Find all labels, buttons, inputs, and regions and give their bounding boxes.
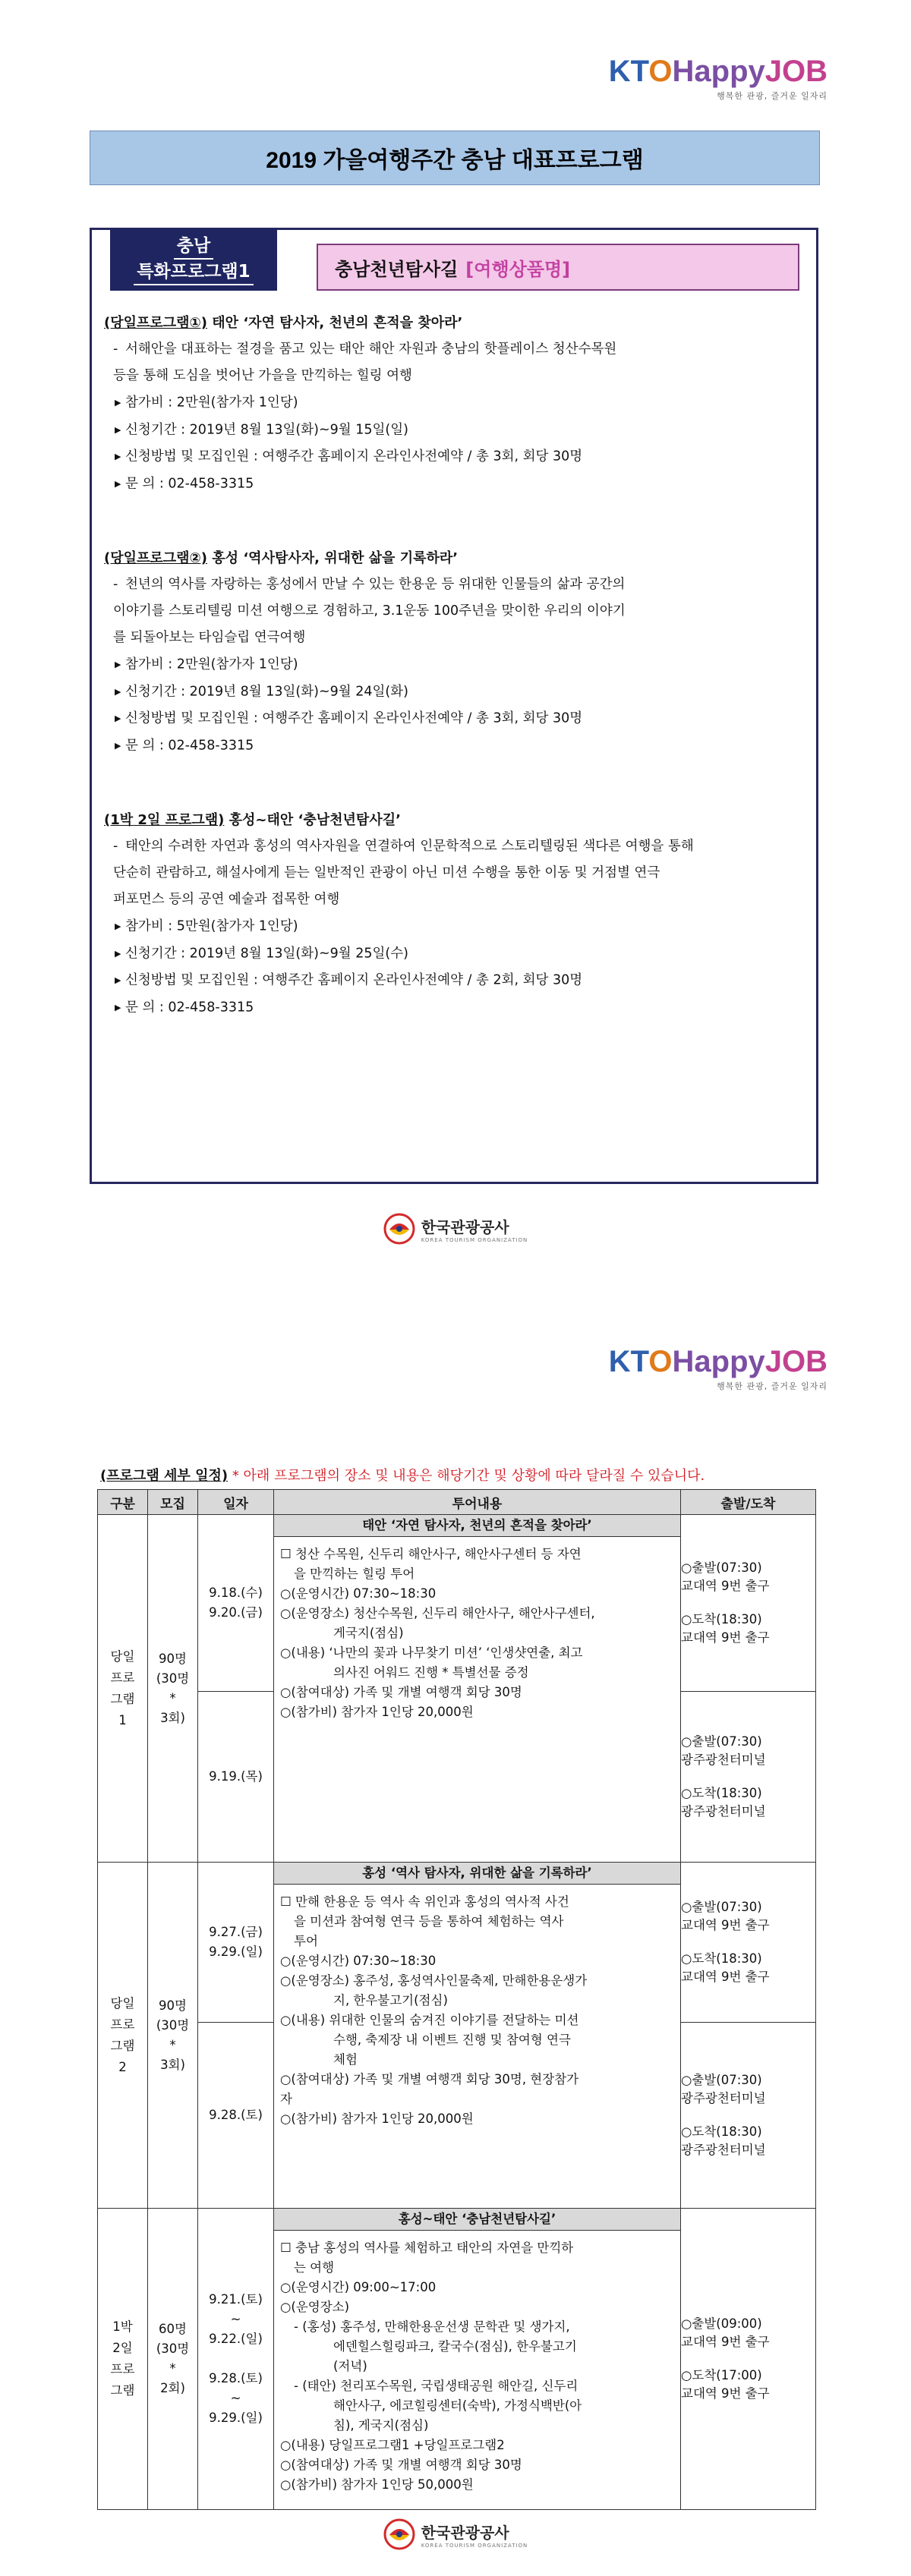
tour-body-line: 자 bbox=[280, 2092, 292, 2106]
triangle-bullet-icon: ▶ bbox=[115, 713, 121, 723]
date-text bbox=[198, 2349, 273, 2369]
tour-body-line: ○(내용) 위대한 인물의 숨겨진 이야기를 전달하는 미션 bbox=[280, 2013, 579, 2027]
description-text: 단순히 관람하고, 해설사에게 듣는 일반적인 관광이 아닌 미션 수행을 통한 이동 및 거점별 연극 bbox=[113, 865, 660, 880]
header-depart-arrive: 출발/도착 bbox=[681, 1490, 816, 1515]
category-text: 그램 bbox=[110, 2038, 135, 2053]
section-period bbox=[104, 940, 807, 968]
section-contact-text: 문 의 : 02-458-3315 bbox=[125, 1000, 254, 1015]
depart-arrive-text: ○도착(17:00) bbox=[681, 2368, 762, 2382]
cell-category bbox=[98, 1863, 148, 2209]
date-text: ~ bbox=[230, 2312, 241, 2326]
schedule-notice-text: * 아래 프로그램의 장소 및 내용은 해당기간 및 상황에 따라 달라질 수 있습니다. bbox=[228, 1468, 705, 1484]
section-description-line bbox=[104, 572, 807, 598]
tour-body-line: 을 만끽하는 힐링 투어 bbox=[294, 1567, 415, 1581]
cell-tour-content bbox=[274, 1863, 681, 2209]
recruit-text: 60명 bbox=[159, 2322, 187, 2336]
recruit-text: * bbox=[169, 1690, 176, 1705]
section-method bbox=[104, 967, 807, 994]
tour-body-line: 을 미션과 참여형 연극 등을 통하여 체험하는 역사 bbox=[294, 1914, 564, 1929]
cell-category bbox=[98, 2209, 148, 2510]
recruit-text: * bbox=[169, 2037, 176, 2052]
triangle-bullet-icon: ▶ bbox=[115, 478, 121, 489]
category-text: 그램 bbox=[110, 2383, 135, 2398]
cell-depart-arrive bbox=[681, 2209, 816, 2510]
depart-arrive-text bbox=[681, 2351, 815, 2367]
depart-arrive-text: ○출발(07:30) bbox=[681, 1900, 762, 1914]
description-text: 태안의 수려한 자연과 홍성의 역사자원을 연결하여 인문학적으로 스토리텔링된 색다른 여행을 통해 bbox=[125, 839, 694, 854]
section-contact bbox=[104, 732, 807, 760]
depart-arrive-text: 광주광천터미널 bbox=[681, 2091, 766, 2105]
date-text: 9.29.(일) bbox=[209, 1945, 263, 1959]
logo-tagline: 행복한 관광, 즐거운 일자리 bbox=[717, 91, 827, 101]
tour-body-line: ○(참여대상) 가족 및 개별 여행객 회당 30명 bbox=[280, 1685, 522, 1699]
tour-body-line: ○(참가비) 참가자 1인당 50,000원 bbox=[280, 2477, 474, 2492]
logo-t: T bbox=[630, 55, 649, 88]
kto-footer-logo-2 bbox=[0, 2518, 911, 2550]
cell-recruit bbox=[148, 1515, 198, 1863]
section-method bbox=[104, 443, 807, 471]
cell-tour-content bbox=[274, 2209, 681, 2510]
tour-body-line: 투어 bbox=[294, 1934, 318, 1948]
tour-body-line: ○(운영시간) 07:30~18:30 bbox=[280, 1586, 437, 1601]
dash-marker: - bbox=[113, 342, 118, 357]
cell-depart-arrive bbox=[681, 1863, 816, 2023]
depart-arrive-text: 교대역 9번 출구 bbox=[681, 2386, 770, 2401]
cell-date bbox=[198, 2209, 274, 2510]
section-fee-text: 참가비 : 2만원(참가자 1인당) bbox=[125, 657, 298, 672]
section-heading-title: 홍성~태안 ‘충남천년탐사길’ bbox=[224, 812, 401, 828]
table-header-row bbox=[98, 1490, 816, 1515]
section-heading bbox=[104, 545, 807, 572]
tour-body-line: 게국지(점심) bbox=[333, 1626, 404, 1640]
depart-arrive-text: 교대역 9번 출구 bbox=[681, 2335, 770, 2349]
tour-body-line: (저녁) bbox=[333, 2359, 367, 2373]
dash-marker: - bbox=[113, 839, 118, 854]
triangle-bullet-icon: ▶ bbox=[115, 398, 121, 408]
schedule-notice-label: (프로그램 세부 일정) bbox=[100, 1468, 229, 1484]
section-fee bbox=[104, 389, 807, 417]
depart-arrive-text: 교대역 9번 출구 bbox=[681, 1579, 770, 1593]
program-section bbox=[104, 310, 807, 497]
cell-date bbox=[198, 1515, 274, 1692]
section-contact-text: 문 의 : 02-458-3315 bbox=[125, 738, 254, 753]
section-fee bbox=[104, 651, 807, 679]
section-description-line bbox=[104, 625, 807, 651]
logo-tagline: 행복한 관광, 즐거운 일자리 bbox=[717, 1381, 827, 1391]
tour-body-line: ○(참가비) 참가자 1인당 20,000원 bbox=[280, 2112, 474, 2126]
section-heading bbox=[104, 310, 807, 336]
logo-happy: Happy bbox=[672, 55, 765, 88]
category-tag bbox=[110, 228, 277, 291]
date-text: ~ bbox=[230, 2391, 241, 2405]
program-frame bbox=[90, 228, 818, 1184]
section-period-text: 신청기간 : 2019년 8월 13일(화)~9월 25일(수) bbox=[125, 946, 408, 961]
section-fee-text: 참가비 : 2만원(참가자 1인당) bbox=[125, 395, 298, 411]
depart-arrive-text: ○출발(07:30) bbox=[681, 2073, 762, 2087]
footer-org-name: 한국관광공사 bbox=[421, 2523, 509, 2542]
category-text: 프로 bbox=[110, 2017, 135, 2032]
table-row bbox=[98, 1863, 816, 2023]
recruit-text: * bbox=[169, 2361, 176, 2376]
header-tour-content: 투어내용 bbox=[274, 1490, 681, 1515]
tour-body-line: 지, 한우불고기(점심) bbox=[333, 1993, 448, 2008]
tour-body-line: ○(운영시간) 09:00~17:00 bbox=[280, 2280, 437, 2294]
logo-k: K bbox=[608, 1345, 631, 1378]
logo-t: T bbox=[630, 1345, 649, 1378]
section-heading-prefix: (당일프로그램②) bbox=[104, 550, 208, 566]
section-heading-prefix: (당일프로그램①) bbox=[104, 315, 208, 331]
date-text: 9.21.(토) bbox=[209, 2292, 263, 2307]
depart-arrive-text: 광주광천터미널 bbox=[681, 1752, 766, 1767]
description-text: 천년의 역사를 자랑하는 홍성에서 만날 수 있는 한용운 등 위대한 인물들의 삶과 공간의 bbox=[125, 577, 626, 592]
tour-body bbox=[274, 2231, 680, 2502]
table-row bbox=[98, 2209, 816, 2510]
triangle-bullet-icon: ▶ bbox=[115, 975, 121, 985]
cell-depart-arrive bbox=[681, 1692, 816, 1863]
category-text: 1 bbox=[118, 1712, 127, 1727]
description-text: 이야기를 스토리텔링 미션 여행으로 경험하고, 3.1운동 100주년을 맞이한 우리의 이야기 bbox=[113, 603, 626, 619]
tour-body-line: ○(운영장소) 청산수목원, 신두리 해안사구, 해안사구센터, bbox=[280, 1606, 595, 1620]
recruit-text: 90명 bbox=[159, 1651, 187, 1666]
category-text: 당일 bbox=[110, 1995, 135, 2011]
depart-arrive-text: 교대역 9번 출구 bbox=[681, 1918, 770, 1932]
table-row bbox=[98, 1515, 816, 1692]
description-text: 퍼포먼스 등의 공연 예술과 접목한 여행 bbox=[113, 892, 340, 907]
kto-happy-job-logo bbox=[609, 55, 827, 102]
tour-body-line: ☐ 청산 수목원, 신두리 해안사구, 해안사구센터 등 자연 bbox=[280, 1547, 582, 1561]
section-heading bbox=[104, 807, 807, 833]
depart-arrive-text: ○도착(18:30) bbox=[681, 1951, 762, 1966]
cell-depart-arrive bbox=[681, 2023, 816, 2209]
kto-footer-logo bbox=[0, 1213, 911, 1245]
section-description-line bbox=[104, 886, 807, 913]
category-text: 1박 bbox=[112, 2319, 133, 2334]
header-date: 일자 bbox=[198, 1490, 274, 1515]
cell-date bbox=[198, 1692, 274, 1863]
tour-body-line: 는 여행 bbox=[294, 2260, 335, 2275]
tour-body-line: ○(참가비) 참가자 1인당 20,000원 bbox=[280, 1705, 474, 1719]
recruit-text: 3회) bbox=[160, 1710, 185, 1725]
logo-o: O bbox=[648, 1345, 673, 1378]
tour-body-line: ○(운영장소) bbox=[280, 2300, 350, 2314]
date-text: 9.27.(금) bbox=[209, 1925, 263, 1939]
schedule-table bbox=[97, 1489, 816, 2510]
footer-org-english: KOREA TOURISM ORGANIZATION bbox=[421, 2542, 528, 2549]
triangle-bullet-icon: ▶ bbox=[115, 948, 121, 959]
tour-body-line: 침), 게국지(점심) bbox=[333, 2418, 429, 2433]
category-text: 2일 bbox=[112, 2341, 133, 2355]
tour-title: 홍성 ‘역사 탐사자, 위대한 삶을 기록하라’ bbox=[274, 1863, 680, 1885]
date-text: 9.22.(일) bbox=[209, 2332, 263, 2346]
tour-body bbox=[274, 1885, 680, 2137]
section-description-line bbox=[104, 598, 807, 625]
section-method-text: 신청방법 및 모집인원 : 여행주간 홈페이지 온라인사전예약 / 총 3회, 회당 30명 bbox=[125, 710, 583, 726]
category-text: 당일 bbox=[110, 1649, 135, 1664]
cell-category bbox=[98, 1515, 148, 1863]
section-contact bbox=[104, 994, 807, 1022]
section-period-text: 신청기간 : 2019년 8월 13일(화)~9월 15일(일) bbox=[125, 422, 408, 437]
cell-recruit bbox=[148, 2209, 198, 2510]
logo-job: JOB bbox=[764, 55, 827, 88]
category-text: 2 bbox=[118, 2059, 127, 2074]
tour-body-line: ○(내용) ‘나만의 꽃과 나무찾기 미션’ ‘인생샷연출, 최고 bbox=[280, 1645, 583, 1660]
depart-arrive-text: 광주광천터미널 bbox=[681, 2143, 766, 2157]
category-tag-line2: 특화프로그램1 bbox=[134, 260, 253, 285]
category-text: 프로 bbox=[110, 2362, 135, 2376]
cell-date bbox=[198, 2023, 274, 2209]
header-recruit: 모집 bbox=[148, 1490, 198, 1515]
description-text: 를 되돌아보는 타임슬립 연극여행 bbox=[113, 630, 306, 645]
tour-body-line: 해안사구, 에코힐링센터(숙박), 가정식백반(아 bbox=[333, 2398, 582, 2413]
cell-recruit bbox=[148, 1863, 198, 2209]
recruit-text: 3회) bbox=[160, 2057, 185, 2072]
kto-emblem-icon bbox=[383, 2518, 415, 2550]
section-contact bbox=[104, 471, 807, 498]
page-title: 2019 가을여행주간 충남 대표프로그램 bbox=[90, 131, 820, 185]
depart-arrive-text bbox=[681, 1769, 815, 1784]
triangle-bullet-icon: ▶ bbox=[115, 921, 121, 931]
section-method-text: 신청방법 및 모집인원 : 여행주간 홈페이지 온라인사전예약 / 총 3회, 회당 30명 bbox=[125, 449, 583, 464]
logo-job: JOB bbox=[764, 1345, 827, 1378]
section-description-line bbox=[104, 860, 807, 886]
depart-arrive-text: ○도착(18:30) bbox=[681, 2124, 762, 2139]
triangle-bullet-icon: ▶ bbox=[115, 740, 121, 751]
category-text: 그램 bbox=[110, 1691, 135, 1706]
tour-body-line: - (태안) 천리포수목원, 국립생태공원 해안길, 신두리 bbox=[294, 2379, 578, 2393]
tour-title: 홍성~태안 ‘충남천년탐사길’ bbox=[274, 2209, 680, 2231]
section-period bbox=[104, 679, 807, 706]
depart-arrive-text: ○도착(18:30) bbox=[681, 1612, 762, 1627]
cell-depart-arrive bbox=[681, 1515, 816, 1692]
dash-marker: - bbox=[113, 577, 118, 592]
section-fee-text: 참가비 : 5만원(참가자 1인당) bbox=[125, 918, 298, 934]
recruit-text: (30명 bbox=[156, 1671, 190, 1686]
cell-date bbox=[198, 1863, 274, 2023]
tour-body-line: - (홍성) 홍주성, 만해한용운선생 문학관 및 생가지, bbox=[294, 2319, 570, 2334]
section-method-text: 신청방법 및 모집인원 : 여행주간 홈페이지 온라인사전예약 / 총 2회, 회당 30명 bbox=[125, 972, 583, 988]
section-fee bbox=[104, 913, 807, 940]
tour-body-line: ○(참여대상) 가족 및 개별 여행객 회당 30명 bbox=[280, 2458, 522, 2472]
header-category: 구분 bbox=[98, 1490, 148, 1515]
recruit-text: 90명 bbox=[159, 1998, 187, 2013]
date-text: 9.28.(토) bbox=[209, 2108, 263, 2122]
program-section bbox=[104, 807, 807, 1021]
triangle-bullet-icon: ▶ bbox=[115, 452, 121, 461]
footer-org-name: 한국관광공사 bbox=[421, 1217, 509, 1236]
recruit-text: 2회) bbox=[160, 2381, 185, 2395]
category-text: 프로 bbox=[110, 1670, 135, 1685]
section-contact-text: 문 의 : 02-458-3315 bbox=[125, 476, 254, 491]
section-description-line bbox=[104, 833, 807, 860]
tour-body bbox=[274, 1537, 680, 1730]
tour-body-line: ☐ 충남 홍성의 역사를 체험하고 태안의 자연을 만끽하 bbox=[280, 2241, 574, 2255]
program-type: [여행상품명] bbox=[465, 258, 571, 280]
depart-arrive-text: 교대역 9번 출구 bbox=[681, 1970, 770, 1984]
section-period bbox=[104, 417, 807, 444]
tour-body-line: ○(운영장소) 홍주성, 홍성역사인물축제, 만해한용운생가 bbox=[280, 1973, 588, 1988]
section-period-text: 신청기간 : 2019년 8월 13일(화)~9월 24일(화) bbox=[125, 684, 408, 699]
triangle-bullet-icon: ▶ bbox=[115, 424, 121, 435]
logo-happy: Happy bbox=[672, 1345, 765, 1378]
description-text: 등을 통해 도심을 벗어난 가을을 만끽하는 힐링 여행 bbox=[113, 368, 412, 383]
date-text: 9.28.(토) bbox=[209, 2371, 263, 2385]
section-heading-title: 홍성 ‘역사탐사자, 위대한 삶을 기록하라’ bbox=[207, 550, 459, 566]
logo-o: O bbox=[648, 55, 673, 88]
program-name: 충남천년탐사길 bbox=[335, 258, 459, 280]
program-name-box bbox=[317, 244, 799, 291]
triangle-bullet-icon: ▶ bbox=[115, 686, 121, 697]
section-heading-prefix: (1박 2일 프로그램) bbox=[104, 812, 225, 828]
page-1 bbox=[0, 0, 911, 1283]
date-text: 9.29.(일) bbox=[209, 2411, 263, 2425]
tour-body-line: ○(참여대상) 가족 및 개별 여행객 회당 30명, 현장참가 bbox=[280, 2072, 579, 2086]
kto-happy-job-logo-2 bbox=[609, 1345, 827, 1392]
tour-body-line: 의사진 어워드 진행 * 특별선물 증정 bbox=[333, 1665, 529, 1680]
depart-arrive-text bbox=[681, 2108, 815, 2123]
recruit-text: (30명 bbox=[156, 2017, 190, 2033]
section-description-line bbox=[104, 336, 807, 363]
depart-arrive-text: ○도착(18:30) bbox=[681, 1786, 762, 1800]
tour-body-line: ☐ 만해 한용운 등 역사 속 위인과 홍성의 역사적 사건 bbox=[280, 1894, 569, 1909]
program-section bbox=[104, 545, 807, 759]
cell-tour-content bbox=[274, 1515, 681, 1863]
depart-arrive-text bbox=[681, 1595, 815, 1611]
date-text: 9.20.(금) bbox=[209, 1605, 263, 1620]
depart-arrive-text: ○출발(07:30) bbox=[681, 1734, 762, 1749]
kto-emblem-icon bbox=[383, 1213, 415, 1245]
logo-k: K bbox=[608, 55, 631, 88]
depart-arrive-text: 광주광천터미널 bbox=[681, 1804, 766, 1819]
depart-arrive-text: 교대역 9번 출구 bbox=[681, 1630, 770, 1645]
schedule-notice bbox=[100, 1465, 705, 1485]
tour-body-line: 체험 bbox=[333, 2052, 358, 2067]
tour-body-line: 수행, 축제장 내 이벤트 진행 및 참여형 연극 bbox=[333, 2033, 571, 2047]
depart-arrive-text: ○출발(07:30) bbox=[681, 1560, 762, 1575]
category-tag-line1: 충남 bbox=[174, 234, 213, 260]
tour-body-line: ○(내용) 당일프로그램1 +당일프로그램2 bbox=[280, 2438, 505, 2452]
description-text: 서해안을 대표하는 절경을 품고 있는 태안 해안 자원과 충남의 핫플레이스 청산수목원 bbox=[125, 342, 617, 357]
triangle-bullet-icon: ▶ bbox=[115, 660, 121, 669]
footer-org-english: KOREA TOURISM ORGANIZATION bbox=[421, 1236, 528, 1243]
tour-body-line: 에덴힐스힐링파크, 칼국수(점심), 한우불고기 bbox=[333, 2339, 577, 2354]
section-method bbox=[104, 705, 807, 732]
depart-arrive-text bbox=[681, 1935, 815, 1950]
recruit-text: (30명 bbox=[156, 2341, 190, 2356]
tour-body-line: ○(운영시간) 07:30~18:30 bbox=[280, 1954, 437, 1968]
date-text: 9.19.(목) bbox=[209, 1769, 263, 1784]
section-heading-title: 태안 ‘자연 탐사자, 천년의 흔적을 찾아라’ bbox=[207, 315, 463, 331]
section-description-line bbox=[104, 363, 807, 389]
triangle-bullet-icon: ▶ bbox=[115, 1002, 121, 1012]
depart-arrive-text: ○출발(09:00) bbox=[681, 2316, 762, 2331]
tour-title: 태안 ‘자연 탐사자, 천년의 흔적을 찾아라’ bbox=[274, 1515, 680, 1537]
date-text: 9.18.(수) bbox=[209, 1586, 263, 1600]
